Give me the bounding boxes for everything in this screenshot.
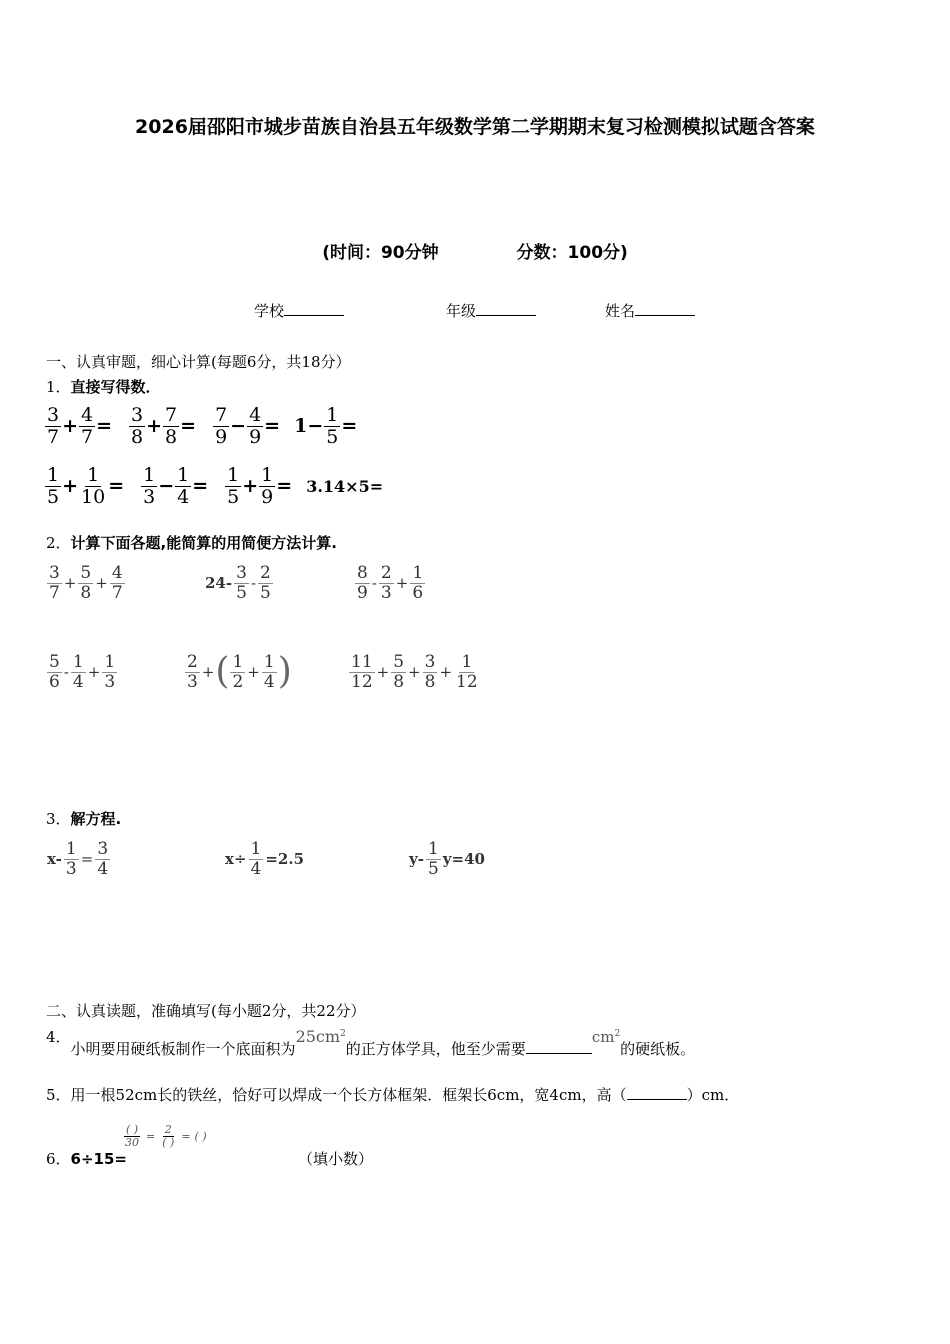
q4-answer-blank[interactable] — [526, 1039, 592, 1054]
fraction: $\frac{1}{10}$ — [81, 464, 106, 508]
fraction: $\frac{7}{8}$ — [165, 404, 178, 448]
fraction: $\frac{7}{9}$ — [215, 404, 228, 448]
fraction: $\frac{4}{7}$ — [81, 404, 94, 448]
fraction: $\frac{4}{9}$ — [249, 404, 262, 448]
q2-expr-4: $\frac{5}{6}$ - $\frac{1}{4}$ + $\frac{1}{3}$ — [49, 652, 116, 692]
question-2: 2．计算下面各题,能简算的用简便方法计算. — [46, 534, 337, 552]
fraction: $\frac{1}{4}$ — [177, 464, 190, 508]
q2-expr-2: 24- $\frac{3}{5}$ - $\frac{2}{5}$ — [205, 563, 271, 603]
school-blank[interactable] — [284, 301, 344, 316]
q1-row-2: $\frac{1}{5}$ + $\frac{1}{10}$ = $\frac{1}{3}$ − $\frac{1}{4}$ = $\frac{1}{5}$ + $\frac{1}{9}$ = 3.14×5= — [47, 464, 384, 508]
name-field[interactable]: 姓名 — [605, 300, 695, 321]
q6-decimal-blank[interactable]: ( ) — [194, 1130, 207, 1144]
question-6: 6．6÷15= — [46, 1150, 127, 1168]
grade-field[interactable]: 年级 — [446, 300, 536, 321]
school-field[interactable]: 学校 — [254, 300, 344, 321]
fraction: $\frac{1}{3}$ — [143, 464, 156, 508]
page-title: 2026届邵阳市城步苗族自治县五年级数学第二学期期末复习检测模拟试题含答案 — [135, 116, 815, 138]
q2-expr-5: $\frac{2}{3}$ + ( $\frac{1}{2}$ + $\frac{1}{4}$ ) — [187, 651, 292, 693]
q2-expr-3: $\frac{8}{9}$ - $\frac{2}{3}$ + $\frac{1}{6}$ — [357, 563, 424, 603]
q3-equation-3: y- $\frac{1}{5}$ y=40 — [409, 839, 485, 879]
fraction: $\frac{3}{7}$ — [47, 404, 60, 448]
q3-equation-2: x÷ $\frac{1}{4}$ =2.5 — [225, 839, 305, 879]
exam-score: 分数：100分) — [516, 243, 628, 263]
q1-row-1: $\frac{3}{7}$ + $\frac{4}{7}$ = $\frac{3}{8}$ + $\frac{7}{8}$ = $\frac{7}{9}$ − $\frac{4}{9}$ = 1− $\frac{1}{5}$ = — [47, 404, 358, 448]
section-2-heading: 二、认真读题，准确填写(每小题2分，共22分） — [46, 1002, 366, 1020]
q2-expr-1: $\frac{3}{7}$ + $\frac{5}{8}$ + $\frac{4}{7}$ — [49, 563, 123, 603]
section-1-heading: 一、认真审题，细心计算(每题6分，共18分） — [46, 353, 351, 371]
q3-equation-1: x- $\frac{1}{3}$ = $\frac{3}{4}$ — [47, 839, 109, 879]
question-1: 1．直接写得数． — [46, 378, 161, 396]
q2-expr-6: $\frac{11}{12}$ + $\frac{5}{8}$ + $\frac{3}{8}$ + $\frac{1}{12}$ — [351, 652, 478, 692]
q6-fraction-chain: $\frac{( )}{30}$ = $\frac{2}{( )}$ = ( ) — [125, 1123, 207, 1150]
q5-answer-blank[interactable] — [627, 1085, 687, 1100]
grade-blank[interactable] — [476, 301, 536, 316]
fraction: $\frac{3}{8}$ — [131, 404, 144, 448]
question-4: 4．小明要用硬纸板制作一个底面积为$25cm^2$的正方体学具，他至少需要$cm^2$的硬纸板。 — [46, 1027, 696, 1058]
exam-time: (时间：90分钟 — [322, 243, 439, 263]
fraction: $\frac{1}{9}$ — [261, 464, 274, 508]
exam-info — [0, 238, 950, 263]
fraction: $\frac{1}{5}$ — [326, 404, 339, 448]
q6-hint: （填小数） — [298, 1150, 374, 1168]
name-blank[interactable] — [635, 301, 695, 316]
question-5: 5．用一根52cm长的铁丝，恰好可以焊成一个长方体框架．框架长6cm，宽4cm，高（ ）cm． — [46, 1086, 740, 1104]
fraction: $\frac{1}{5}$ — [227, 464, 240, 508]
question-3: 3．解方程. — [46, 810, 122, 828]
fraction: $\frac{1}{5}$ — [47, 464, 60, 508]
